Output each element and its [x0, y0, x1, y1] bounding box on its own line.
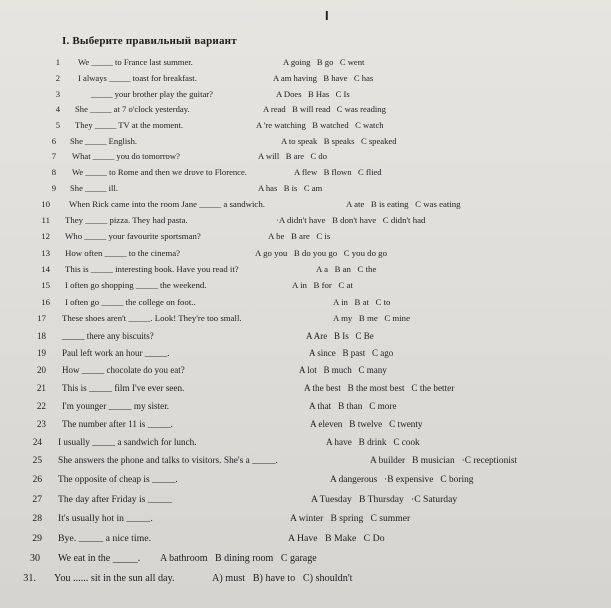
question-number: 19	[37, 348, 46, 358]
question-text: This is _____ interesting book. Have you read it?	[65, 264, 239, 274]
question-row	[0, 89, 611, 103]
question-row	[0, 136, 611, 150]
answer-options: A read B will read C was reading	[263, 104, 386, 114]
question-text: I'm younger _____ my sister.	[62, 401, 170, 411]
answer-options: A going B go C went	[283, 57, 365, 67]
question-text: She _____ English.	[70, 136, 138, 146]
section-heading: I. Выберите правильный вариант	[62, 35, 237, 47]
question-number: 30	[30, 553, 40, 564]
question-row	[0, 475, 611, 489]
question-text: How _____ chocolate do you eat?	[62, 365, 185, 375]
question-row	[0, 57, 611, 71]
question-row	[0, 419, 611, 433]
question-text: They _____ TV at the moment.	[75, 120, 184, 130]
question-row	[0, 231, 611, 245]
question-text: What _____ you do tomorrow?	[72, 151, 180, 161]
question-text: You ...... sit in the sun all day.	[54, 573, 175, 584]
answer-options: A will B are C do	[258, 151, 327, 161]
question-row	[0, 183, 611, 197]
question-row	[0, 513, 611, 527]
question-number: 22	[36, 401, 46, 411]
question-number: 23	[36, 419, 46, 429]
question-number: 26	[32, 475, 42, 485]
answer-options: A since B past C ago	[309, 348, 394, 358]
answer-options: A Tuesday B Thursday ·C Saturday	[311, 494, 458, 505]
question-row	[0, 280, 611, 294]
question-text: I often go _____ the college on foot..	[65, 297, 196, 307]
question-text: We _____ to France last summer.	[78, 57, 193, 67]
answer-options: A that B than C more	[309, 401, 397, 411]
answer-options: A Are B Is C Be	[306, 331, 374, 341]
question-number: 9	[51, 183, 56, 193]
question-number: 5	[55, 120, 60, 130]
answer-options: A builder B musician ·C receptionist	[370, 456, 518, 466]
question-text: She answers the phone and talks to visitors. She's a _____.	[58, 456, 278, 466]
answer-options: A my B me C mine	[333, 313, 410, 323]
question-row	[0, 331, 611, 345]
question-text: They _____ pizza. They had pasta.	[65, 215, 188, 225]
question-number: 3	[55, 89, 60, 99]
question-number: 24	[32, 437, 42, 447]
answer-options: A lot B much C many	[299, 365, 387, 375]
answer-options: A has B is C am	[258, 183, 323, 193]
question-number: 25	[32, 456, 42, 466]
question-text: The day after Friday is _____	[58, 494, 172, 505]
question-number: 31.	[23, 573, 36, 584]
question-number: 2	[55, 73, 60, 83]
answer-options: A be B are C is	[268, 231, 331, 241]
question-text: I always _____ toast for breakfast.	[78, 73, 197, 83]
question-number: 28	[32, 513, 42, 524]
question-row	[0, 401, 611, 415]
answer-options: ·A didn't have B don't have C didn't had	[276, 215, 426, 225]
answer-options: A ate B is eating C was eating	[346, 199, 461, 209]
question-row	[0, 215, 611, 229]
question-text: Paul left work an hour _____.	[62, 348, 170, 358]
question-text: Who _____ your favourite sportsman?	[65, 231, 201, 241]
answer-options: A eleven B twelve C twenty	[310, 419, 423, 429]
question-number: 7	[51, 151, 56, 161]
answer-options: A bathroom B dining room C garage	[160, 553, 317, 564]
question-text: Bye. _____ a nice time.	[58, 533, 152, 544]
question-number: 12	[41, 231, 50, 241]
question-text: The number after 11 is _____.	[62, 419, 173, 429]
question-number: 20	[37, 365, 46, 375]
question-row	[0, 151, 611, 165]
question-number: 29	[32, 533, 42, 544]
question-row	[0, 297, 611, 311]
question-number: 11	[41, 215, 50, 225]
question-row	[0, 348, 611, 362]
question-row	[0, 533, 611, 547]
question-text: When Rick came into the room Jane _____ a sandwich.	[69, 199, 265, 209]
question-row	[0, 573, 611, 587]
question-number: 16	[41, 297, 50, 307]
answer-options: A go you B do you go C you do go	[255, 248, 387, 258]
question-row	[0, 365, 611, 379]
answer-options: A have B drink C cook	[326, 437, 420, 447]
question-text: I often go shopping _____ the weekend.	[65, 280, 207, 290]
question-number: 27	[32, 494, 42, 505]
answer-options: A in B at C to	[333, 297, 391, 307]
answer-options: A to speak B speaks C speaked	[281, 136, 397, 146]
question-number: 6	[51, 136, 56, 146]
question-row	[0, 73, 611, 87]
question-number: 4	[55, 104, 60, 114]
page-number: I	[325, 8, 329, 23]
question-text: These shoes aren't _____. Look! They're too small.	[62, 313, 242, 323]
question-text: _____ your brother play the guitar?	[91, 89, 213, 99]
question-text: This is _____ film I've ever seen.	[62, 383, 185, 393]
question-number: 1	[55, 57, 60, 67]
question-row	[0, 553, 611, 567]
question-number: 13	[41, 248, 50, 258]
question-text: The opposite of cheap is _____.	[58, 475, 178, 485]
question-text: It's usually hot in _____.	[58, 513, 153, 524]
question-row	[0, 437, 611, 451]
answer-options: A Does B Has C Is	[276, 89, 350, 99]
answer-options: A the best B the most best C the better	[304, 383, 455, 393]
question-text: How often _____ to the cinema?	[65, 248, 181, 258]
question-text: We eat in the _____.	[58, 553, 141, 564]
question-number: 21	[36, 383, 46, 393]
answer-options: A Have B Make C Do	[288, 533, 385, 544]
answer-options: A 're watching B watched C watch	[256, 120, 384, 130]
answer-options: A dangerous ·B expensive C boring	[330, 475, 474, 485]
question-row	[0, 313, 611, 327]
question-text: I usually _____ a sandwich for lunch.	[58, 437, 197, 447]
question-number: 15	[41, 280, 50, 290]
answer-options: A in B for C at	[292, 280, 353, 290]
question-number: 8	[51, 167, 56, 177]
answer-options: A) must B) have to C) shouldn't	[212, 573, 353, 584]
question-number: 14	[41, 264, 50, 274]
question-text: _____ there any biscuits?	[62, 331, 154, 341]
question-number: 18	[37, 331, 46, 341]
question-row	[0, 264, 611, 278]
question-row	[0, 494, 611, 508]
question-number: 17	[37, 313, 46, 323]
answer-options: A winter B spring C summer	[290, 513, 411, 524]
answer-options: A am having B have C has	[273, 73, 374, 83]
answer-options: A flew B flown C flied	[294, 167, 382, 177]
question-row	[0, 248, 611, 262]
question-row	[0, 120, 611, 134]
question-number: 10	[41, 199, 50, 209]
question-text: She _____ ill.	[70, 183, 118, 193]
question-row	[0, 104, 611, 118]
question-row	[0, 167, 611, 181]
question-text: We _____ to Rome and then we drove to Florence.	[72, 167, 247, 177]
question-row	[0, 456, 611, 470]
answer-options: A a B an C the	[316, 264, 377, 274]
question-row	[0, 383, 611, 397]
question-text: She _____ at 7 o'clock yesterday.	[75, 104, 190, 114]
question-row	[0, 199, 611, 213]
